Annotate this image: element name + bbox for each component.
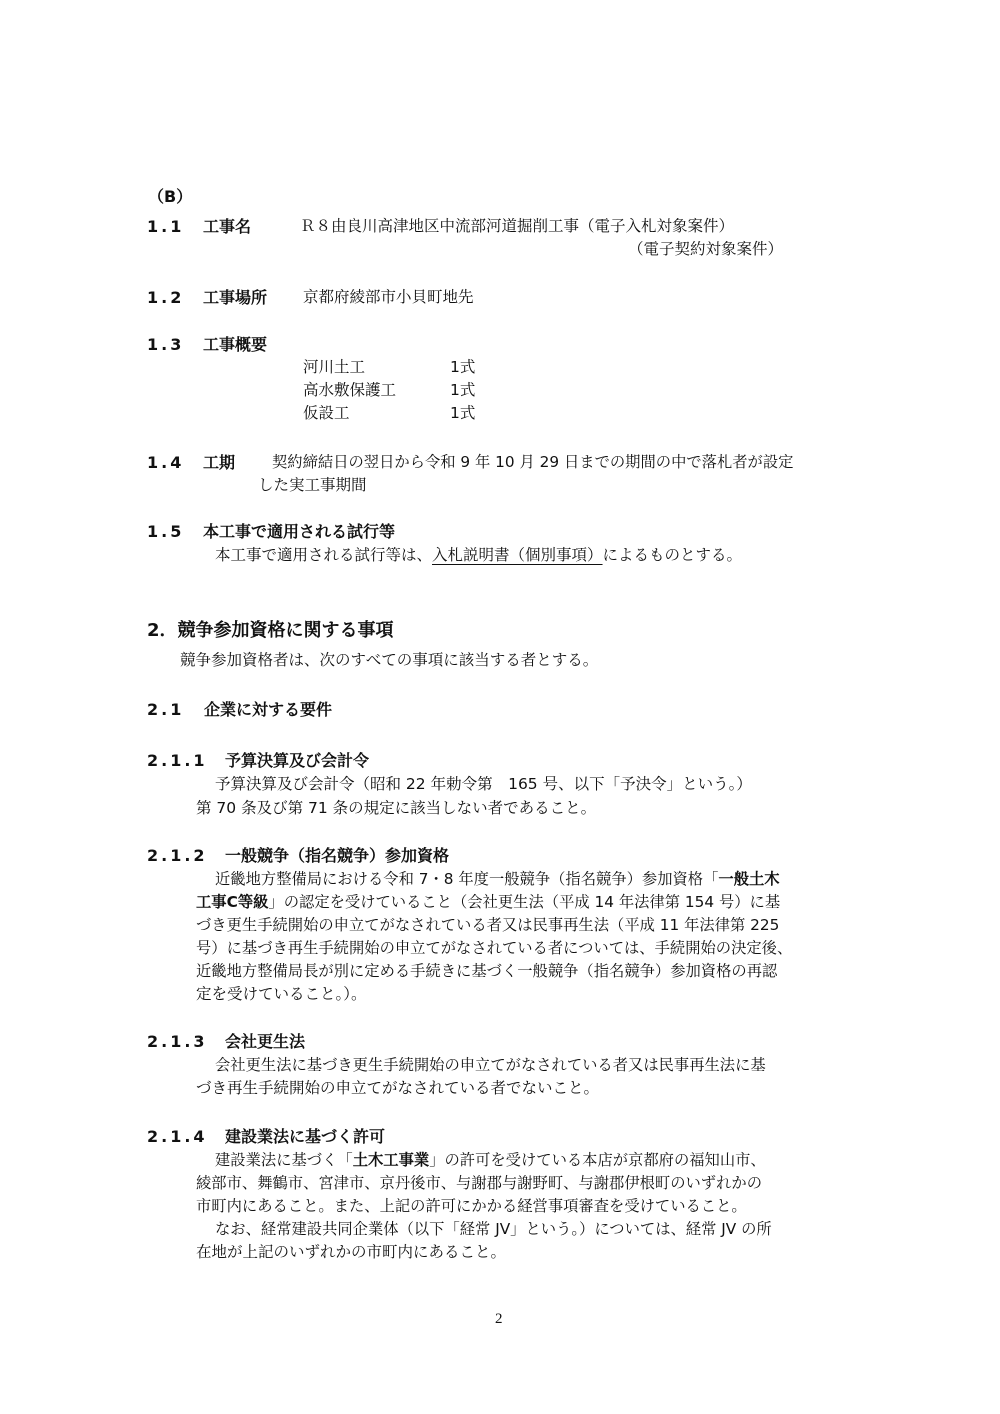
overview-item-name: 仮設工 <box>303 404 350 422</box>
bid-explanation-link[interactable]: 入札説明書（個別事項） <box>432 546 603 564</box>
qualification-line-2 <box>196 893 780 911</box>
item-number-1-1: 1.1 <box>147 217 185 236</box>
construction-license-label: 建設業法に基づく許可 <box>225 1127 386 1146</box>
corporate-reorganization-label: 会社更生法 <box>225 1032 306 1051</box>
trial-measures-post: によるものとする。 <box>602 546 743 564</box>
overview-item-quantity: 1式 <box>450 404 476 422</box>
item-number-1-4: 1.4 <box>147 453 185 472</box>
construction-name-label: 工事名 <box>203 217 252 236</box>
construction-location-label: 工事場所 <box>203 288 268 307</box>
qualification-line-1 <box>215 870 780 888</box>
corporate-reorganization-line-2: づき再生手続開始の申立てがなされている者でないこと。 <box>196 1079 600 1097</box>
qualification-line-1-text: 近畿地方整備局における令和 7・8 年度一般競争（指名競争）参加資格「 <box>215 870 719 888</box>
overview-item-name: 河川土工 <box>303 358 366 376</box>
construction-period-text-cont: した実工事期間 <box>258 476 367 494</box>
item-number-1-5: 1.5 <box>147 522 185 541</box>
qualification-grade-bold: 一般土木 <box>718 870 780 888</box>
trial-measures-pre: 本工事で適用される試行等は、 <box>215 546 433 564</box>
overview-item-name: 高水敷保護工 <box>303 381 397 399</box>
item-number-2-1-2: 2.1.2 <box>147 846 208 865</box>
construction-period-label: 工期 <box>203 453 236 472</box>
page-number: 2 <box>495 1311 503 1327</box>
qualification-line-4: 号）に基づき再生手続開始の申立てがなされている者については、手続開始の決定後、 <box>196 939 793 957</box>
license-line-1-pre: 建設業法に基づく「 <box>215 1151 353 1169</box>
civil-works-bold: 土木工事業 <box>352 1151 430 1169</box>
license-line-2: 綾部市、舞鶴市、宮津市、京丹後市、与謝郡与謝野町、与謝郡伊根町のいずれかの <box>196 1174 762 1192</box>
overview-item-quantity: 1式 <box>450 358 476 376</box>
construction-overview-label: 工事概要 <box>203 335 268 354</box>
construction-location-value: 京都府綾部市小貝町地先 <box>303 288 474 306</box>
construction-period-text: 契約締結日の翌日から令和 9 年 10 月 29 日までの期間の中で落札者が設定 <box>272 453 794 471</box>
competition-qualification-label: 一般競争（指名競争）参加資格 <box>225 846 450 865</box>
section-2-title: 2．競争参加資格に関する事項 <box>147 620 394 641</box>
overview-item-quantity: 1式 <box>450 381 476 399</box>
item-number-2-1-3: 2.1.3 <box>147 1032 208 1051</box>
item-number-2-1: 2.1 <box>147 700 185 719</box>
budget-accounting-text-cont: 第 70 条及び第 71 条の規定に該当しない者であること。 <box>196 799 597 817</box>
item-number-1-3: 1.3 <box>147 335 185 354</box>
budget-accounting-text: 予算決算及び会計令（昭和 22 年勅令第 165 号、以下「予決令」という。） <box>215 775 752 793</box>
item-number-2-1-4: 2.1.4 <box>147 1127 208 1146</box>
trial-measures-text <box>215 546 742 565</box>
section-marker: （B） <box>148 187 193 206</box>
trial-measures-label: 本工事で適用される試行等 <box>203 522 396 541</box>
item-number-2-1-1: 2.1.1 <box>147 751 208 770</box>
license-line-5: 在地が上記のいずれかの市町内にあること。 <box>196 1243 507 1261</box>
corporate-reorganization-line-1: 会社更生法に基づき更生手続開始の申立てがなされている者又は民事再生法に基 <box>215 1056 766 1074</box>
qualification-grade-bold-cont: 工事C等級 <box>196 893 269 911</box>
license-line-1-post: 」の許可を受けている本店が京都府の福知山市、 <box>429 1151 766 1169</box>
electronic-contract-note: （電子契約対象案件） <box>628 240 784 258</box>
construction-name-value: Ｒ８由良川高津地区中流部河道掘削工事（電子入札対象案件） <box>300 217 735 235</box>
qualification-line-6: 定を受けていること。）。 <box>196 985 367 1003</box>
budget-accounting-label: 予算決算及び会計令 <box>225 751 370 770</box>
qualification-line-2-text: 」の認定を受けていること（会社更生法（平成 14 年法律第 154 号）に基 <box>268 893 781 911</box>
qualification-line-5: 近畿地方整備局長が別に定める手続きに基づく一般競争（指名競争）参加資格の再認 <box>196 962 778 980</box>
section-2-intro: 競争参加資格者は、次のすべての事項に該当する者とする。 <box>180 651 599 669</box>
license-line-1 <box>215 1151 766 1169</box>
item-number-1-2: 1.2 <box>147 288 185 307</box>
license-line-4: なお、経常建設共同企業体（以下「経常 JV」という。）については、経常 JV の所 <box>215 1220 772 1238</box>
license-line-3: 市町内にあること。また、上記の許可にかかる経営事項審査を受けていること。 <box>196 1197 747 1215</box>
qualification-line-3: づき更生手続開始の申立てがなされている者又は民事再生法（平成 11 年法律第 225 <box>196 916 780 934</box>
company-requirements-label: 企業に対する要件 <box>204 700 333 719</box>
